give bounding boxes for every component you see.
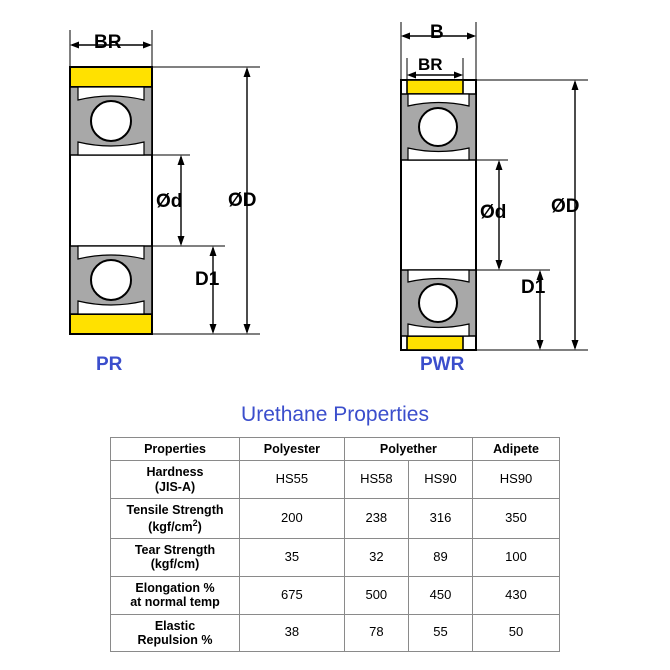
row-label-line1: Hardness — [146, 465, 204, 480]
row-label-line2: (JIS-A) — [154, 479, 196, 494]
cell-hardness-polyether-2: HS90 — [408, 461, 472, 499]
table-title: Urethane Properties — [241, 403, 429, 426]
row-label-tear-strength — [111, 539, 240, 577]
cell-hardness-adipete: HS90 — [473, 461, 560, 499]
cell-elongation-polyester: 675 — [240, 576, 345, 614]
cell-elastic-adipete: 50 — [473, 614, 560, 652]
cell-elongation-polyether-2: 450 — [408, 576, 472, 614]
cell-tear-polyether-1: 32 — [344, 539, 408, 577]
left-dim-d1-label: D1 — [195, 269, 220, 290]
left-dim-br-label: BR — [94, 32, 122, 53]
right-dim-od-label: ØD — [551, 196, 580, 217]
table-row — [111, 614, 560, 652]
row-label-line1: Elastic — [154, 618, 196, 633]
row-label-line1: Tensile Strength — [126, 503, 224, 518]
row-label-line1: Elongation % — [135, 580, 215, 595]
table-row — [111, 539, 560, 577]
header-polyether: Polyether — [344, 438, 472, 461]
cell-elongation-adipete: 430 — [473, 576, 560, 614]
urethane-properties-table — [110, 437, 560, 652]
row-label-hardness — [111, 461, 240, 499]
header-polyester: Polyester — [240, 438, 345, 461]
cell-tensile-adipete: 350 — [473, 499, 560, 539]
cell-elastic-polyether-2: 55 — [408, 614, 472, 652]
row-label-line2-end: ) — [197, 519, 202, 534]
left-dim-od-label: ØD — [228, 190, 257, 211]
cell-tear-polyether-2: 89 — [408, 539, 472, 577]
table-row — [111, 576, 560, 614]
cell-tensile-polyether-1: 238 — [344, 499, 408, 539]
header-adipete: Adipete — [473, 438, 560, 461]
table-row — [111, 461, 560, 499]
cell-hardness-polyether-1: HS58 — [344, 461, 408, 499]
row-label-line1: Tear Strength — [134, 543, 216, 558]
left-dim-od-inner-label: Ød — [156, 191, 183, 212]
table-row — [111, 499, 560, 539]
header-properties: Properties — [111, 438, 240, 461]
row-label-line2: (kgf/cm) — [150, 557, 200, 572]
cell-elongation-polyether-1: 500 — [344, 576, 408, 614]
cell-tear-adipete: 100 — [473, 539, 560, 577]
right-dim-br-label: BR — [418, 55, 443, 74]
right-part-label: PWR — [420, 354, 465, 375]
row-label-line2: Repulsion % — [137, 632, 213, 647]
row-label-line2: (kgf/cm — [148, 519, 193, 534]
right-dim-od-inner-label: Ød — [480, 202, 507, 223]
row-label-line2: at normal temp — [130, 595, 220, 610]
cell-elastic-polyester: 38 — [240, 614, 345, 652]
left-part-label: PR — [96, 354, 123, 375]
row-label-sup: 2 — [192, 517, 198, 528]
row-label-elongation — [111, 576, 240, 614]
right-dim-b-label: B — [430, 22, 444, 43]
left-bearing-drawing — [70, 30, 260, 334]
cell-hardness-polyester: HS55 — [240, 461, 345, 499]
table-header-row — [111, 438, 560, 461]
cell-tensile-polyether-2: 316 — [408, 499, 472, 539]
cell-elastic-polyether-1: 78 — [344, 614, 408, 652]
right-dim-d1-label: D1 — [521, 277, 546, 298]
row-label-tensile-strength — [111, 499, 240, 539]
row-label-elastic-repulsion — [111, 614, 240, 652]
cell-tensile-polyester: 200 — [240, 499, 345, 539]
cell-tear-polyester: 35 — [240, 539, 345, 577]
